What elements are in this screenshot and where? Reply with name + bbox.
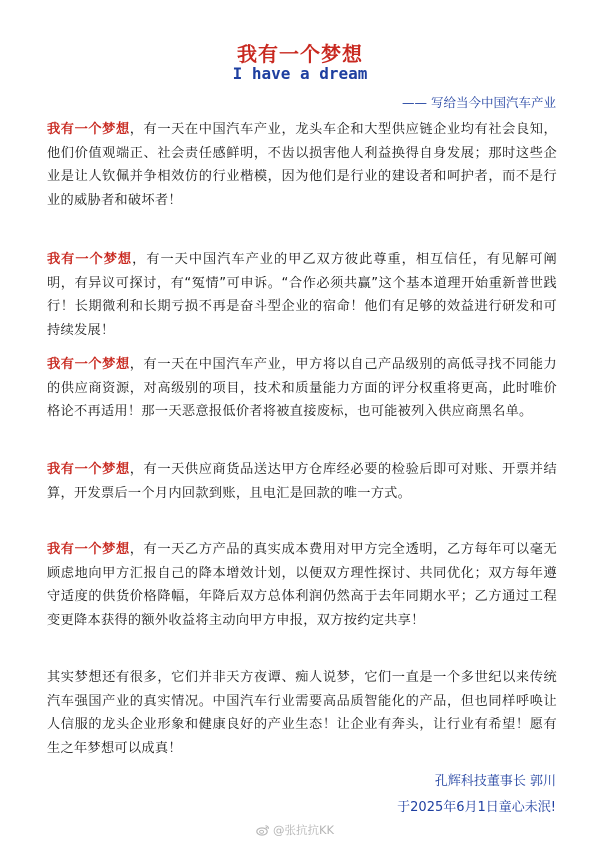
paragraph-body: ，有一天在中国汽车产业，甲方将以自己产品级别的高低寻找不同能力的供应商资源，对高级别的项目，技术和质量能力方面的评分权重将更高，此时唯价格论不再适用！那一天恶意报低价者将被直接废标，也可能被列入供应商黑名单。 [47,357,557,419]
paragraph-closing [47,666,557,760]
paragraph-lead: 我有一个梦想 [47,357,130,372]
paragraph-body: ，有一天在中国汽车产业，龙头车企和大型供应链企业均有社会良知，他们价值观端正、社会责任感鲜明，不齿以损害他人利益换得自身发展；那时这些企业是让人钦佩并争相效仿的行业楷模，因为他们是行业的建设者和呵护者，而不是行业的威胁者和破坏者！ [47,122,557,208]
dedication-line: —— 写给当今中国汽车产业 [402,95,556,110]
paragraph-body: ，有一天乙方产品的真实成本费用对甲方完全透明，乙方每年可以毫无顾虑地向甲方汇报自己的降本增效计划，以便双方理性探讨、共同优化；双方每年遵守适度的供货价格降幅，年降后双方总体利润仍然高于去年同期水平；乙方通过工程变更降本获得的额外收益将主动向甲方申报，双方按约定共享！ [47,542,557,628]
paragraph-body: ，有一天供应商货品送达甲方仓库经必要的检验后即可对账、开票并结算，开发票后一个月内回款到账，且电汇是回款的唯一方式。 [47,462,557,501]
paragraph-lead: 我有一个梦想 [47,542,130,557]
watermark [256,822,334,838]
paragraph-1 [47,118,557,212]
weibo-icon [256,824,270,836]
paragraph-5 [47,538,557,632]
paragraph-3 [47,353,557,424]
paragraph-lead: 我有一个梦想 [47,462,130,477]
paragraph-lead: 我有一个梦想 [47,252,133,267]
watermark-text: @张抗抗KK [273,823,335,837]
paragraph-body: ，有一天中国汽车产业的甲乙双方彼此尊重，相互信任，有见解可阐明，有异议可探讨，有“冤情”可申诉。“合作必须共赢”这个基本道理开始重新普世践行！长期微利和长期亏损不再是奋斗型企业的宿命！他们有足够的效益进行研发和可持续发展！ [47,252,557,338]
paragraph-body: 其实梦想还有很多，它们并非天方夜谭、痴人说梦，它们一直是一个多世纪以来传统汽车强国产业的真实情况。中国汽车行业需要高品质智能化的产品，但也同样呼唤让人信服的龙头企业形象和健康良好的产业生态！让企业有奔头，让行业有希望！愿有生之年梦想可以成真！ [47,670,557,756]
title-english: I have a dream [232,64,368,83]
title-chinese: 我有一个梦想 [237,42,363,66]
signature-name: 孔辉科技董事长 郭川 [434,774,556,789]
paragraph-2 [47,248,557,342]
paragraph-4 [47,458,557,505]
paragraph-lead: 我有一个梦想 [47,122,130,137]
signature-date: 于2025年6月1日童心未泯! [397,800,556,815]
